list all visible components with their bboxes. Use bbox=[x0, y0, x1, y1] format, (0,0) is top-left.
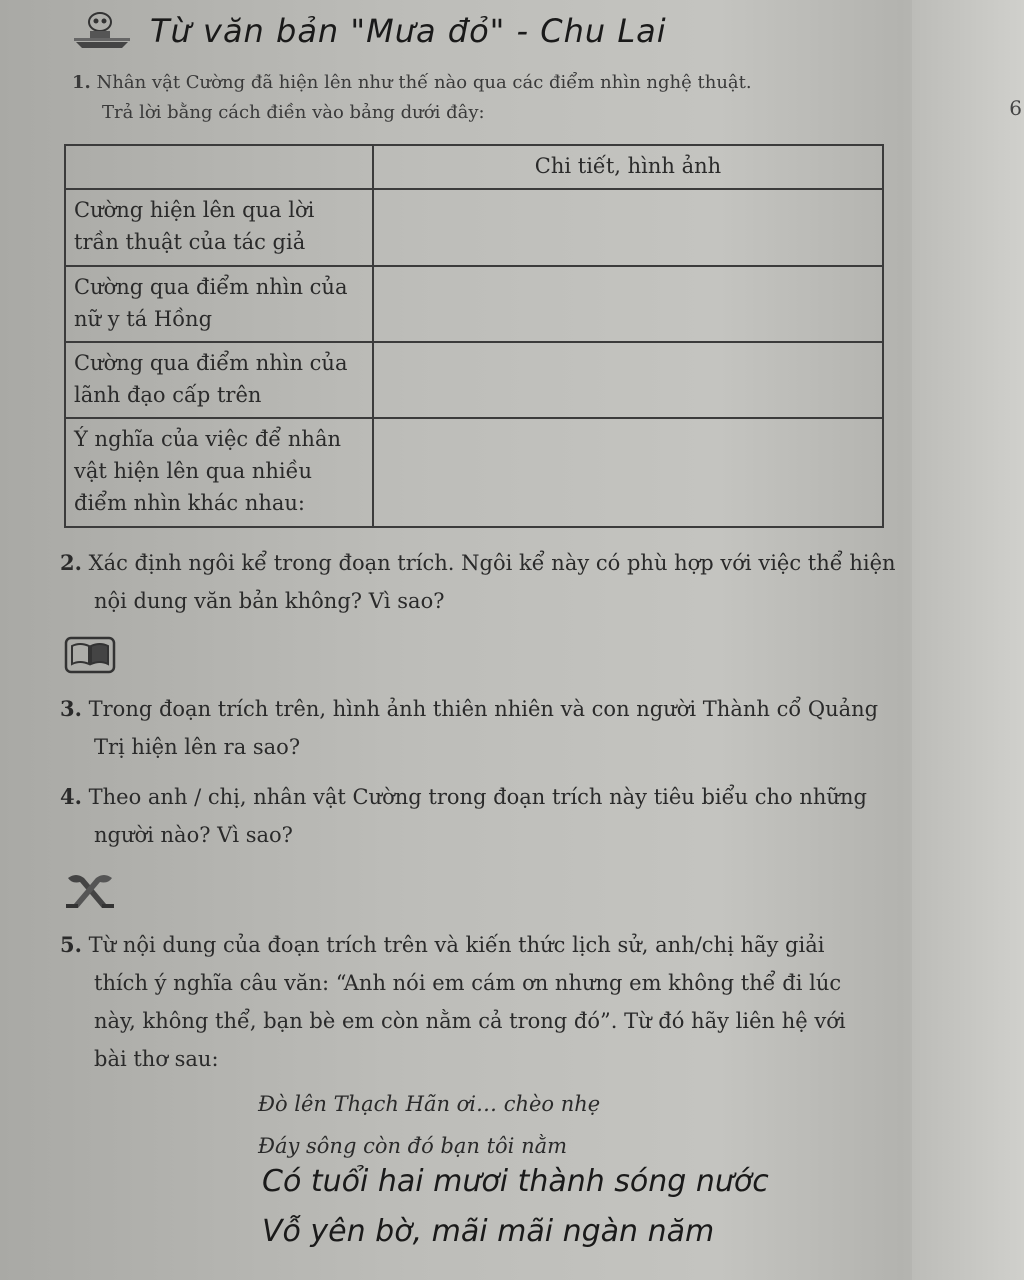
question-3 bbox=[60, 690, 878, 766]
table-row-label: Cường qua điểm nhìn của lãnh đạo cấp trên bbox=[65, 342, 373, 418]
table-row-answer[interactable] bbox=[373, 266, 883, 342]
question-number: 5. bbox=[60, 932, 82, 957]
page-edge-shadow bbox=[912, 0, 1024, 1280]
question-2 bbox=[60, 544, 896, 620]
question-1 bbox=[72, 68, 752, 128]
question-5-line-2: thích ý nghĩa câu văn: “Anh nói em cám ơn nhưng em không thể đi lúc bbox=[94, 971, 842, 995]
question-3-line-2: Trị hiện lên ra sao? bbox=[94, 735, 301, 759]
table-header-right: Chi tiết, hình ảnh bbox=[373, 145, 883, 189]
question-number: 4. bbox=[60, 784, 82, 809]
question-3-line-1: Trong đoạn trích trên, hình ảnh thiên nhiên và con người Thành cổ Quảng bbox=[88, 697, 879, 721]
question-4-line-1: Theo anh / chị, nhân vật Cường trong đoạn trích này tiêu biểu cho những bbox=[88, 785, 867, 809]
page-heading: Từ văn bản "Mưa đỏ" - Chu Lai bbox=[150, 12, 667, 50]
question-2-line-2: nội dung văn bản không? Vì sao? bbox=[94, 589, 445, 613]
table-row-label: Ý nghĩa của việc để nhân vật hiện lên qua nhiều điểm nhìn khác nhau: bbox=[65, 418, 373, 527]
table-header-left bbox=[65, 145, 373, 189]
table-row-answer[interactable] bbox=[373, 418, 883, 527]
question-1-instruction: Trả lời bằng cách điền vào bảng dưới đây: bbox=[102, 102, 485, 123]
table-row-label: Cường hiện lên qua lời trần thuật của tác giả bbox=[65, 189, 373, 265]
handwritten-poem-line: Có tuổi hai mươi thành sóng nước bbox=[262, 1164, 769, 1199]
question-4 bbox=[60, 778, 867, 854]
handwritten-poem-line: Vỗ yên bờ, mãi mãi ngàn năm bbox=[262, 1214, 715, 1249]
question-5-line-1: Từ nội dung của đoạn trích trên và kiến thức lịch sử, anh/chị hãy giải bbox=[88, 933, 825, 957]
question-1-text: Nhân vật Cường đã hiện lên như thế nào qua các điểm nhìn nghệ thuật. bbox=[96, 72, 752, 93]
question-number: 3. bbox=[60, 696, 82, 721]
owl-book-icon bbox=[72, 10, 132, 52]
question-4-line-2: người nào? Vì sao? bbox=[94, 823, 293, 847]
tools-icon bbox=[62, 870, 118, 912]
table-row-label: Cường qua điểm nhìn của nữ y tá Hồng bbox=[65, 266, 373, 342]
open-book-icon bbox=[62, 634, 118, 676]
poem-line: Đò lên Thạch Hãn ơi… chèo nhẹ bbox=[258, 1092, 601, 1116]
table-row-answer[interactable] bbox=[373, 342, 883, 418]
table-row-answer[interactable] bbox=[373, 189, 883, 265]
question-number: 1. bbox=[72, 72, 91, 93]
question-5-line-3: này, không thể, bạn bè em còn nằm cả trong đó”. Từ đó hãy liên hệ với bbox=[94, 1009, 846, 1033]
answer-table bbox=[64, 144, 884, 528]
poem-line: Đáy sông còn đó bạn tôi nằm bbox=[258, 1134, 568, 1158]
question-2-line-1: Xác định ngôi kể trong đoạn trích. Ngôi kể này có phù hợp với việc thể hiện bbox=[88, 551, 896, 575]
question-number: 2. bbox=[60, 550, 82, 575]
question-5 bbox=[60, 926, 846, 1078]
side-page-number: 6 bbox=[1009, 96, 1022, 120]
question-5-line-4: bài thơ sau: bbox=[94, 1047, 219, 1071]
